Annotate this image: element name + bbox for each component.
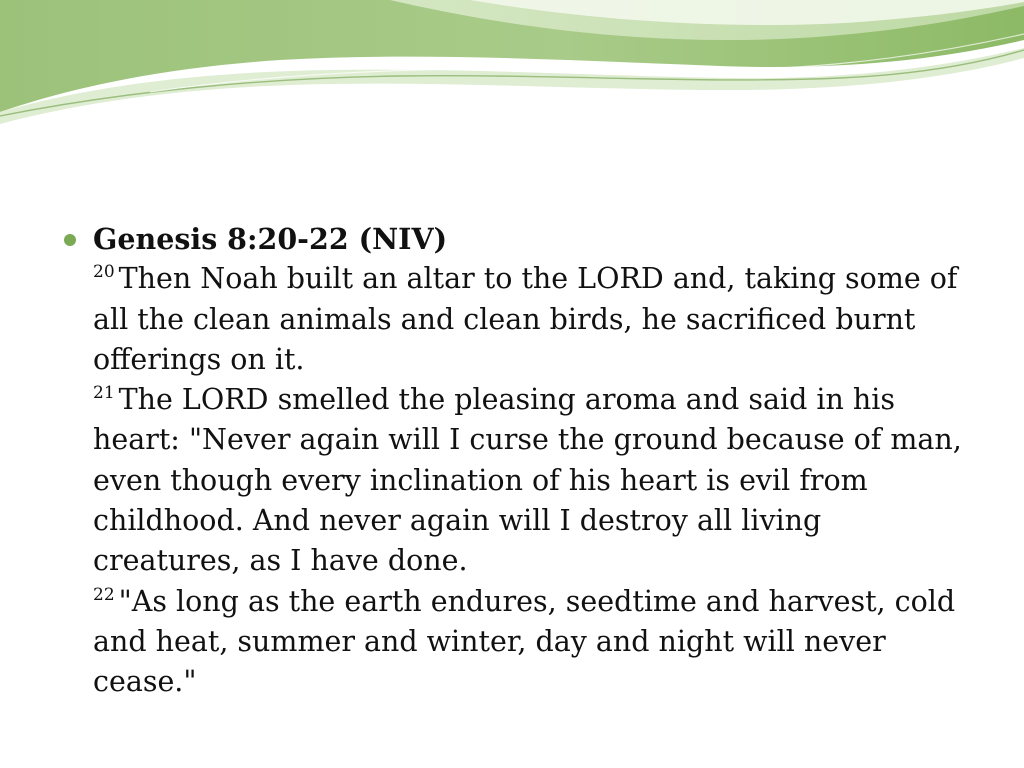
verse-text: Then Noah built an altar to the LORD and, taking some of all the clean animals and clean birds, he sacrificed burnt offerings on it. (93, 262, 958, 376)
verse-number: 22 (93, 584, 115, 605)
slide-body (62, 219, 962, 703)
verse-number: 20 (93, 262, 115, 283)
verse-text: The LORD smelled the pleasing aroma and said in his heart: "Never again will I curse the ground because of man, even though every inclination of his heart is evil from childhood. And never again will I destroy all living creatures, as I have done. (93, 383, 962, 578)
bullet-list-item (62, 219, 962, 703)
verse-21 (93, 380, 962, 581)
verse-22 (93, 582, 962, 703)
decorative-wave-banner (0, 0, 1024, 130)
verse-20 (93, 259, 962, 380)
scripture-reference: Genesis 8:20-22 (NIV) (93, 222, 448, 256)
bullet-icon (64, 234, 76, 246)
verse-number: 21 (93, 383, 115, 404)
verse-text: "As long as the earth endures, seedtime and harvest, cold and heat, summer and winter, day and night will never cease." (93, 584, 956, 699)
